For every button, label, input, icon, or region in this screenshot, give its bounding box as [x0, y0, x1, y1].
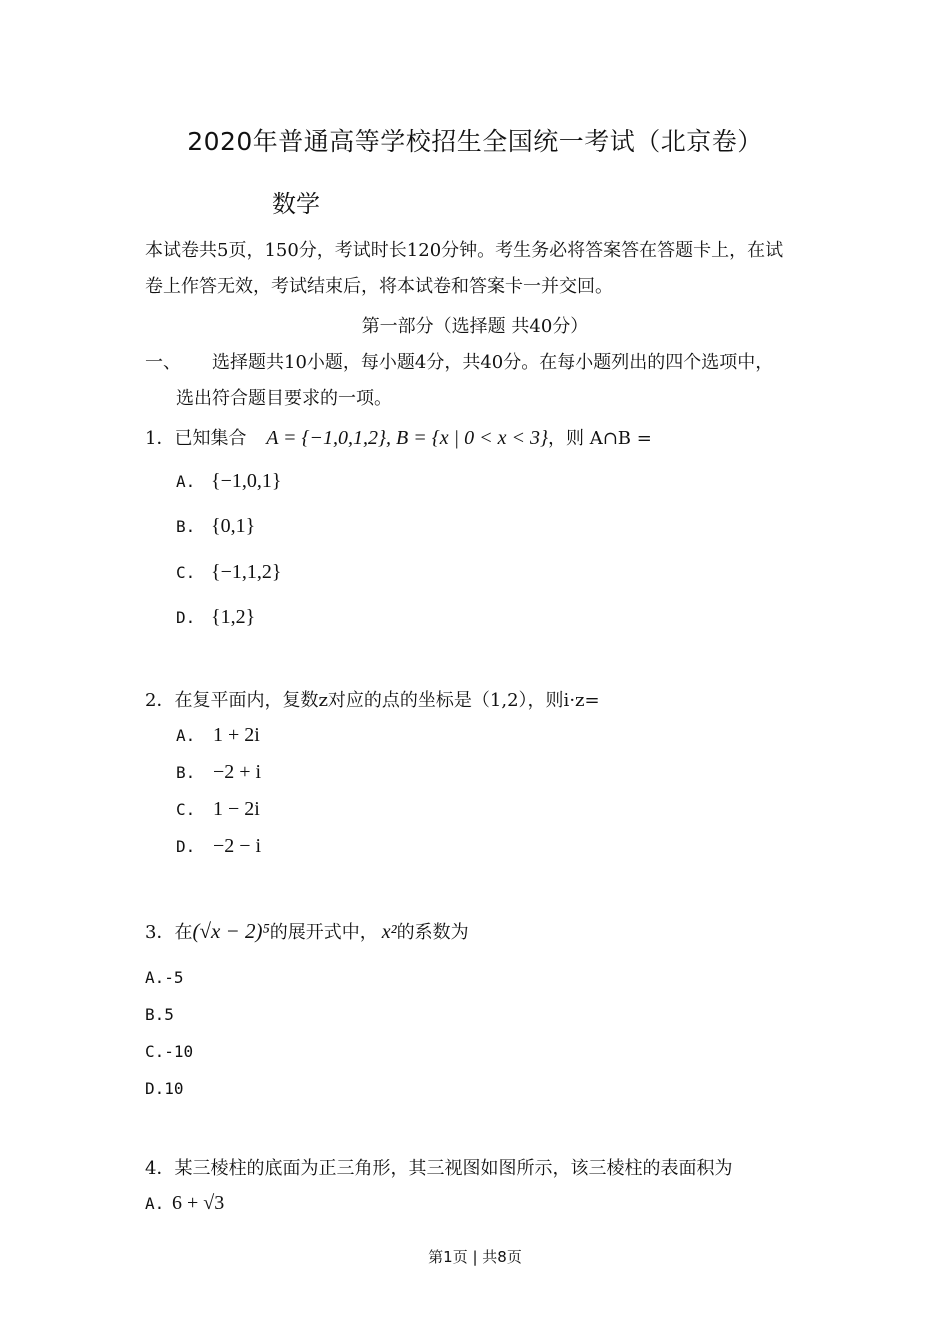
- intro-line-2: 卷上作答无效，考试结束后，将本试卷和答案卡一并交回。: [145, 276, 613, 297]
- option-label: A.: [176, 472, 196, 491]
- question-3-tail: 的系数为: [396, 922, 469, 943]
- page-footer: 第1页 | 共8页: [428, 1248, 522, 1266]
- question-3-mid: 的展开式中，: [269, 922, 378, 943]
- option-label: D.: [145, 1079, 165, 1098]
- question-1-option-d: [176, 606, 255, 629]
- question-2-option-a: [176, 724, 260, 747]
- question-2-option-c: [176, 798, 260, 821]
- question-3-option-d: [145, 1079, 184, 1098]
- question-1-option-b: [176, 515, 255, 538]
- question-3-expression: (√x − 2)⁵: [192, 919, 270, 943]
- question-1-math: A = {−1,0,1,2}, B = {x | 0 < x < 3}: [266, 427, 548, 449]
- option-label: B.: [176, 517, 196, 536]
- option-label: D.: [176, 837, 196, 856]
- option-text: −2 + i: [213, 761, 262, 783]
- option-text: 6 + √3: [172, 1192, 225, 1214]
- question-3-variable: x²: [381, 921, 397, 943]
- option-label: A.: [176, 726, 196, 745]
- question-3-prefix: 3．在: [145, 922, 193, 943]
- option-label: B.: [176, 763, 196, 782]
- option-text: {0,1}: [211, 515, 256, 537]
- option-text: {−1,0,1}: [211, 470, 282, 492]
- exam-title: 2020年普通高等学校招生全国统一考试（北京卷）: [187, 127, 763, 156]
- option-text: 10: [164, 1079, 184, 1098]
- option-label: D.: [176, 608, 196, 627]
- question-1-option-a: [176, 470, 281, 493]
- section-line-1: 选择题共10小题，每小题4分，共40分。在每小题列出的四个选项中，: [212, 352, 774, 373]
- question-2-option-b: [176, 761, 261, 784]
- question-2-stem: 2．在复平面内，复数z对应的点的坐标是（1,2），则i·z=: [145, 690, 600, 711]
- option-text: {1,2}: [211, 606, 256, 628]
- option-label: C.: [176, 563, 196, 582]
- option-text: 1 − 2i: [213, 798, 260, 820]
- question-1-stem: [145, 424, 652, 450]
- section-number: 一、: [145, 352, 181, 373]
- question-1-option-c: [176, 561, 281, 584]
- option-label: C.: [176, 800, 196, 819]
- question-4-stem: 4．某三棱柱的底面为正三角形，其三视图如图所示，该三棱柱的表面积为: [145, 1158, 733, 1179]
- question-2-option-d: [176, 835, 261, 858]
- question-3-option-a: [145, 968, 184, 987]
- part-heading: 第一部分（选择题 共40分）: [361, 316, 589, 337]
- question-3-option-b: [145, 1005, 174, 1024]
- option-text: 1 + 2i: [213, 724, 260, 746]
- section-line-2: 选出符合题目要求的一项。: [176, 388, 392, 409]
- option-text: 5: [164, 1005, 174, 1024]
- option-label: B.: [145, 1005, 165, 1024]
- option-text: -5: [164, 968, 184, 987]
- intro-line-1: 本试卷共5页，150分，考试时长120分钟。考生务必将答案答在答题卡上，在试: [145, 240, 784, 261]
- option-text: -10: [164, 1042, 194, 1061]
- option-label: A.: [145, 1194, 165, 1213]
- option-text: −2 − i: [213, 835, 262, 857]
- question-1-tail: ，则 A∩B =: [547, 428, 652, 449]
- subject-heading: 数学: [272, 190, 320, 218]
- question-4-option-a: [145, 1192, 224, 1215]
- question-1-number: 1．已知集合: [145, 428, 247, 449]
- option-text: {−1,1,2}: [211, 561, 282, 583]
- option-label: A.: [145, 968, 165, 987]
- question-3-option-c: [145, 1042, 193, 1061]
- option-label: C.: [145, 1042, 165, 1061]
- question-3-stem: [145, 918, 469, 944]
